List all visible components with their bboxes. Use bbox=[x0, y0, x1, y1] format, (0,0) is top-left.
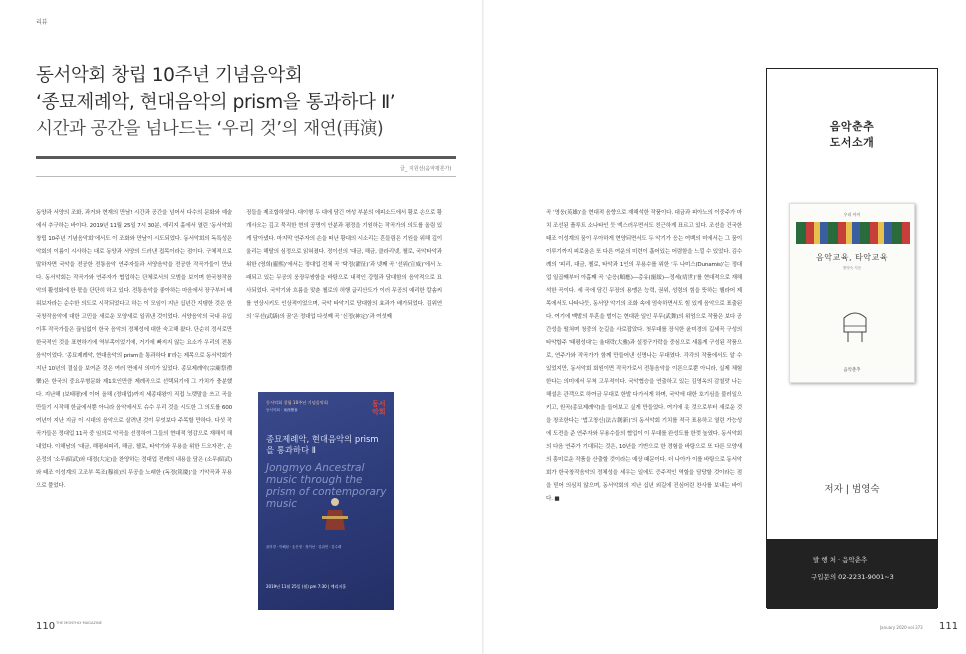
concert-poster bbox=[258, 392, 394, 610]
book-author: 저자 | 범영숙 bbox=[824, 484, 880, 495]
purchase-phone: 구입문의 02-2231-9001~3 bbox=[811, 573, 894, 581]
poster-title-en: Jongmyo Ancestral music through the prism of contemporary music bbox=[266, 462, 387, 510]
book-intro-sidebar bbox=[766, 68, 938, 608]
article-title-line-1: 동서악회 창립 10주년 기념음악회 bbox=[36, 65, 303, 86]
publisher-box bbox=[767, 539, 937, 609]
sidebar-title bbox=[767, 119, 937, 151]
article-title-block bbox=[36, 62, 556, 142]
book-cover-title: 음악교육, 타악교육 bbox=[816, 253, 888, 262]
publisher-line: 발 행 처 · 음악춘추 bbox=[813, 556, 868, 564]
poster-org: 동서악회 · 東西樂會 bbox=[266, 408, 298, 412]
book-cover bbox=[789, 203, 915, 383]
poster-emblem: 동서 악회 bbox=[372, 400, 386, 416]
page-number-right: 111 bbox=[939, 621, 959, 632]
folio-right-sub: January 2020 vol.373 bbox=[880, 625, 923, 630]
piano-illustration-icon bbox=[840, 304, 870, 344]
poster-info: 윤미경 · 이해남 · 손은정 · 정이선 · 김위연 · 김수례 bbox=[266, 545, 342, 549]
article-subtitle: 시간과 공간을 넘나드는 ‘우리 것’의 재연(再演) bbox=[36, 119, 384, 139]
musician-figure-icon bbox=[318, 496, 352, 532]
body-text-2: 징들을 제조합하였다. 대이형 두 대에 담긴 여성 부분의 에피소드에서 황로 손으로 황개사오는 깊고 묵직한 현의 공명이 안분과 평정을 기원하는 작곡가의 의도를 올림 있게 담아냈다. 마지막 연주자의 손을 떠난 황대의 시소리는 흔들림은 기원을 위해 깊이 울리는 해탈의 심정으로 읽혀졌다. 정이선의 ‘대금, 해금, 클라리넷, 첼로, 국악타악과 위한 (영희(靈熙)’에서는 정대업 전체 곡 ‘탁정(濯征)’과 넷째 곡 ‘선위(宣威)’에서 노래되고 있는 무공의 웅장무쌍함을 바탕으로 내적인 강렬과 담대함의 음악적으로 묘사되었다. 국악기와 흐름을 맞춘 첼로의 허행 글리산도가 이러 무공의 예리한 칼솜씨를 연상시키도 인상적이었으며, 국악 타악기로 당대함의 효과가 배가되었다. 김위연의 ‘무선(武繕)의 꿈’은 정대업 다섯째 곡 ‘신정(神定)’과 여섯째 bbox=[246, 210, 442, 320]
article-title-line-2: ‘종묘제례악, 현대음악의 prism을 통과하다 Ⅱ’ bbox=[36, 92, 396, 113]
poster-header: 동서악회 창립 10주년 기념음악회 bbox=[266, 400, 328, 405]
book-cover-author: 음악춘추 bbox=[843, 368, 861, 373]
book-cover-top: 우리 아이 bbox=[843, 212, 861, 217]
poster-date: 2019년 11월 25일 (월) pm 7:30 | 예리지홀 bbox=[266, 584, 347, 589]
byline-rule bbox=[36, 176, 456, 177]
body-text-3: 곡 ‘영웅(英雄)’을 현대적 음향으로 재해석한 작품이다. 대금과 피아노의 이중주가 마치 조선된 플루트 소나타인 듯 엑스러우면서도 친근하게 표르고 있다. 조선을 건국한 태조 이성계의 꿈이 우아하게 현양되면서도 두 악기가 응는 여백의 미에서는 그 꿈이 이루기까지 피로움은 또 다른 여운의 미련이 흡어있는 어렴함을 느낄 수 있었다. 김수례의 ‘피리, 대금, 첼로, 타악과 1인의 무용수를 위한 ‘두 나미스(Dunamis)’는 정대업 일곱째부터 아홉째 곡 ‘순응(順應)—총유(寵綏)—정세(靖世)’를 현대적으로 재해석한 곡이다. 세 곡에 담긴 무장의 용맹은 능력, 권위, 성령의 힘을 뜻하는 헬라어 제목에서도 나타나듯, 동서양 악기의 조화 속에 엄숙하면서도 힘 있게 음악으로 표출된다. 여기에 맥발의 투혼을 벌이는 현대판 일인 무무(武舞)의 위엄으로 작품은 보다 공간성을 떨쳐며 청중의 눈길을 사로잡았다. 첫무대를 장식한 윤미경의 길세곡 구성의 타악합주 ‘태평성대’는 율대락(大雅)과 설정구가락을 중심으로 새롭게 구성된 작품으로, 연주가와 작곡가가 함께 만들어낸 신명나는 무대였다. 각각의 작품에서도 알 수 있었지만, 동서악회 회원이면 작곡가로서 전통음악을 이론으로뿐 아니라, 실제 체험한다는 의미에서 무척 고무적이다. 국악협승을 연출하고 있는 김영옥의 감칠맛 나는 해설은 관객으로 하여금 무대로 한발 다가서게 하며, 국악에 대한 호기심을 불러일으키고, 원곡(종묘제례악)을 들어보고 싶게 만들었다. 여기에 옷 것으로부터 새로운 것을 창조한다는 ‘법고창신(法古創新)’의 동서악회 기치를 적극 표용하고 열린 가능성에 도전을 준 연주자와 무용수들의 협업이 이 무대를 완성도를 한껏 높였다. 동서악회의 다음 연주가 기대되는 것은, 10년을 기반으로 한 경험을 바탕으로 또 다른 모양새의 흥미로운 작품을 산출할 것이라는 예상 때문이다. 더 나아가 이를 바탕으로 동서악회가 한국창작음악의 정체성을 세우는 일에도 증주적인 역할을 담당할 것이라는 점을 믿어 의심치 않으며, 동서악회의 지난 십년 외길에 진심어린 찬사를 보내는 바이다. ■ bbox=[546, 210, 742, 502]
sidebar-title-line-2: 도서소개 bbox=[829, 136, 875, 149]
body-column-3 bbox=[546, 207, 742, 623]
body-text-1: 동양과 서양의 조화, 과거와 현재의 만남! 시간과 공간을 넘어서 다수의 문화와 예술에서 추구하는 바이다. 2019년 11월 25일 7시 30분, 예리지 홀에서 열린 ‘동서악회 창립 10주년 기념음악회’에서도 이 조화와 만남이 시도되었다. 동서악회의 독특성은 악회의 이름이 시사하는 대로 동양과 서양의 드러낸 접목이라는 점이다. 구체적으로 말하자면 국악을 전공한 전통음악 연주자들과 서양음악을 전공한 작곡가들이 만났다. 동서악회는 작곡가와 연주자가 협업하는 단체로서의 모범을 보이며 한국창작음악의 활성화에 한 몫을 단단히 하고 있다. 전통음악을 좋아하는 마음에서 장구부터 배워보자라는 순수한 의도로 시작되었다고 하는 이 모임이 지난 십년간 지탱한 것은 한국창작음악에 대한 고민을 새로운 모양새로 일궈낸 것이었다. 서양음악의 국내 유입 이후 작곡가들은 끊임없이 한국 음악의 정체성에 대한 숙고해 왔다. 단순히 정서로만 한국적인 것을 표현하기에 역부족이었기에, 거기에 빠지지 않는 요소가 우리의 전통음악이었다. ‘종묘제례악, 현대음악의 prism을 통과하다 Ⅱ’라는 제목으로 동서악회가 지난 10년의 결실을 보여준 것은 여러 면에서 의미가 있었다. 종묘제례악(宗廟祭禮樂)은 한국의 중요무형문화 제1호인만큼 제례곡으로 선택되기에 그 가치가 충분했다. 지난해 (보태평)에 이어 올해 (정대업)까지 세종대왕이 직접 노랫말을 쓰고 곡을 만들기 시작해 한글에서뿐 아니라 음악에서도 슈수 우리 것을 시도한 그 의도를 600여년이 지난 지금 이 시대의 음악으로 살려낸 것이 무엇보다 주목할 만하다. 다섯 작곡가들은 정대업 11곡 중 임의로 악곡을 선정하여 그들의 현대적 영감으로 재해석 해내었다. 이해남의 ‘대금, 해평쇠피리, 해금, 첼로, 타악기와 무용을 위한 드오자잔’, 손은정의 ‘소무(昭武)와 대정(大定)을 찬양하는 정대업 전례의 내용을 담은 (소무(昭武)와 태조 이성계의 고조부 목조(穆祖)의 무공을 노래한 (독경(篤慶)’을 기악곡과 무용으로 풀었다. bbox=[36, 210, 232, 489]
book-cover-subtitle: 범영숙 지음 bbox=[842, 266, 862, 270]
sidebar-title-line-1: 음악춘추 bbox=[829, 120, 875, 133]
section-tag: 리뷰 bbox=[36, 19, 48, 26]
folio-left-sub: THE MONTHLY MAGAZINE bbox=[56, 621, 102, 625]
body-column-1 bbox=[36, 207, 232, 623]
page-number-left: 110 bbox=[36, 621, 56, 632]
poster-title: 종묘제례악, 현대음악의 prism을 통과하다 Ⅱ bbox=[266, 434, 379, 455]
book-cover-pattern bbox=[796, 222, 910, 244]
title-rule bbox=[36, 156, 456, 159]
body-column-2 bbox=[246, 207, 442, 363]
byline: 글_ 지원선(음악평론가) bbox=[400, 166, 452, 172]
